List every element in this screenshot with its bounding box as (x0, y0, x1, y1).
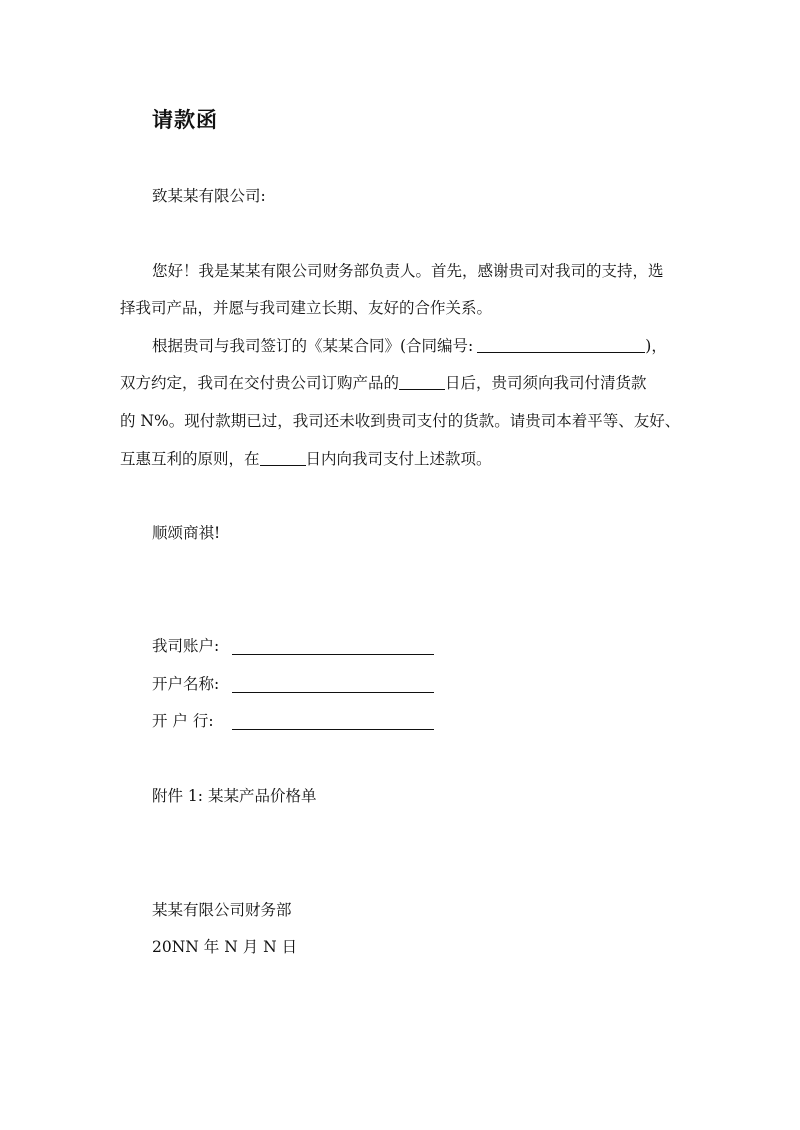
attachment-note: 附件 1: 某某产品价格单 (152, 787, 317, 805)
account-name-blank (232, 676, 434, 693)
paragraph-2-line-2 (120, 372, 690, 394)
paragraph-2-line-2-end: 日后，贵司须向我司付清货款 (445, 374, 647, 392)
paragraph-1-line-2: 择我司产品，并愿与我司建立长期、友好的合作关系。 (120, 299, 493, 317)
letter-title: 请款函 (152, 108, 218, 132)
paragraph-2-line-1-end: )， (645, 337, 667, 355)
account-name-field (152, 673, 434, 695)
paragraph-2-line-1-text: 根据贵司与我司签订的《某某合同》(合同编号: (152, 337, 474, 355)
delivery-days-blank (399, 373, 445, 390)
paragraph-2-line-4-end: 日内向我司支付上述款项。 (305, 450, 492, 468)
account-name-label: 开户名称: (152, 675, 220, 693)
paragraph-2-line-1 (152, 335, 722, 357)
bank-field (152, 710, 434, 732)
account-blank (232, 638, 434, 655)
salutation: 致某某有限公司: (152, 187, 266, 205)
payment-days-blank (260, 449, 306, 466)
paragraph-1-line-1: 您好！我是某某有限公司财务部负责人。首先，感谢贵司对我司的支持，选 (152, 262, 664, 280)
contract-number-blank (477, 336, 645, 353)
signature-department: 某某有限公司财务部 (152, 901, 292, 919)
closing-greeting: 顺颂商祺! (152, 524, 221, 542)
bank-label: 开 户 行: (152, 712, 214, 730)
paragraph-2-line-4-text: 互惠互利的原则，在 (120, 450, 260, 468)
account-field (152, 635, 434, 657)
signature-date: 20NN 年 N 月 N 日 (152, 938, 298, 956)
bank-blank (232, 713, 434, 730)
paragraph-2-line-2-text: 双方约定，我司在交付贵公司订购产品的 (120, 374, 400, 392)
account-label: 我司账户: (152, 637, 220, 655)
paragraph-2-line-4 (120, 448, 690, 470)
paragraph-2-line-3: 的 N%。现付款期已过，我司还未收到贵司支付的货款。请贵司本着平等、友好、 (120, 412, 681, 430)
